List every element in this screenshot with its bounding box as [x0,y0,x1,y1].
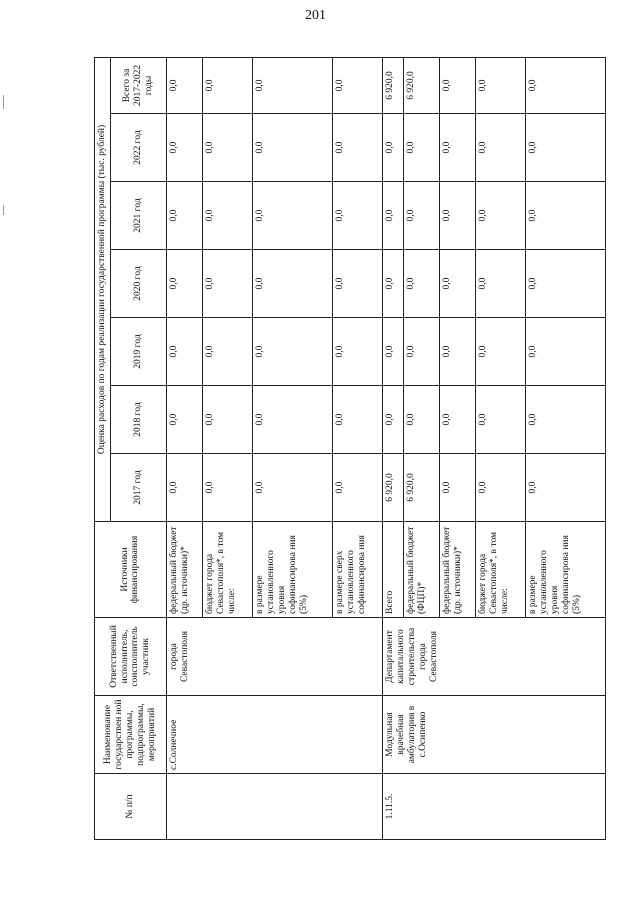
value-cell: 0,0 [440,57,476,113]
row-executor-cell [383,618,606,696]
value-cell: 0,0 [440,182,476,250]
value-cell: 0,0 [526,114,606,182]
value-cell: 0,0 [526,250,606,318]
value-cell: 0,0 [332,318,382,386]
row-source: федеральный бюджет (ФЦП)* [404,522,440,618]
header-year: 2019 год [110,318,166,386]
header-num: № п/п [95,774,167,840]
value-cell: 0,0 [526,386,606,454]
header-total: Всего за 2017-2022 годы [110,57,166,113]
value-cell: 0,0 [253,386,333,454]
row-executor: города Севастополя [166,618,382,696]
header-year: 2021 год [110,182,166,250]
header-name: Наименование государствен ной программы, подпрограммы, мероприятий [95,696,167,774]
row-num [166,774,382,840]
value-cell: 0,0 [166,57,202,113]
value-cell: 0,0 [526,454,606,522]
header-group: Оценка расходов по годам реализации государственной программы (тыс. рублей) [95,57,111,521]
value-cell: 0,0 [332,454,382,522]
value-cell: 0,0 [332,386,382,454]
value-cell: 0,0 [253,182,333,250]
value-cell: 0,0 [383,182,404,250]
value-cell: 0,0 [332,57,382,113]
header-year: 2022 год [110,114,166,182]
value-cell: 0,0 [440,386,476,454]
value-cell: 0,0 [202,57,252,113]
value-cell: 0,0 [383,318,404,386]
value-cell: 0,0 [202,250,252,318]
scan-margin-mark [3,205,4,215]
row-source: в размере установленного уровня софинансирова ния (5%) [526,522,606,618]
value-cell: 0,0 [404,250,440,318]
row-name: Модульная врачебная амбулатория в с.Осипенко [383,696,606,774]
value-cell: 0,0 [475,386,525,454]
table-row [383,57,404,839]
value-cell: 0,0 [332,182,382,250]
value-cell: 0,0 [475,318,525,386]
value-cell: 0,0 [404,386,440,454]
page-number: 201 [305,8,326,23]
value-cell: 0,0 [440,454,476,522]
value-cell: 0,0 [475,57,525,113]
rotated-table-wrapper [94,58,606,840]
budget-table [94,57,606,840]
value-cell: 0,0 [475,454,525,522]
value-cell: 0,0 [404,182,440,250]
value-cell: 0,0 [332,114,382,182]
value-cell: 0,0 [202,454,252,522]
value-cell: 0,0 [253,57,333,113]
value-cell: 0,0 [253,454,333,522]
value-cell: 0,0 [166,250,202,318]
value-cell: 0,0 [475,250,525,318]
value-cell: 0,0 [383,386,404,454]
value-cell: 0,0 [404,318,440,386]
value-cell: 0,0 [404,114,440,182]
value-cell: 0,0 [253,318,333,386]
value-cell: 0,0 [166,114,202,182]
value-cell: 0,0 [475,114,525,182]
value-cell: 0,0 [440,318,476,386]
row-source: бюджет города Севастополя*, в том числе: [202,522,252,618]
row-source: федеральный бюджет (др. источники)* [440,522,476,618]
row-source: федеральный бюджет (др. источники)* [166,522,202,618]
row-source: в размере установленного уровня софинансирова ния (5%) [253,522,333,618]
value-cell: 0,0 [166,454,202,522]
value-cell: 0,0 [383,114,404,182]
value-cell: 0,0 [526,318,606,386]
value-cell: 0,0 [526,182,606,250]
row-name: с.Солнечное [166,696,382,774]
value-cell: 0,0 [253,114,333,182]
header-year: 2020 год [110,250,166,318]
value-cell: 0,0 [166,318,202,386]
value-cell: 0,0 [202,386,252,454]
value-cell: 0,0 [383,250,404,318]
value-cell: 6 920,0 [383,57,404,113]
header-year: 2018 год [110,386,166,454]
value-cell: 0,0 [475,182,525,250]
value-cell: 6 920,0 [404,454,440,522]
value-cell: 0,0 [166,386,202,454]
header-executor: Ответственный исполнитель, соисполнитель участник [95,618,167,696]
value-cell: 0,0 [253,250,333,318]
row-executor: Департамент капитального строительства города Севастополя [385,627,439,686]
scan-margin-mark [3,95,4,109]
value-cell: 0,0 [526,57,606,113]
row-num: 1.11.5. [383,774,606,840]
value-cell: 0,0 [166,182,202,250]
row-source: Всего [383,522,404,618]
value-cell: 0,0 [202,114,252,182]
value-cell: 0,0 [332,250,382,318]
header-source: Источники финансирования [95,522,167,618]
value-cell: 6 920,0 [404,57,440,113]
value-cell: 0,0 [202,318,252,386]
table-row [166,57,202,839]
row-source: в размере сверх установленного софинансирова ния [332,522,382,618]
value-cell: 0,0 [440,250,476,318]
header-year: 2017 год [110,454,166,522]
value-cell: 6 920,0 [383,454,404,522]
value-cell: 0,0 [202,182,252,250]
value-cell: 0,0 [440,114,476,182]
row-source: бюджет города Севастополя*, в том числе: [475,522,525,618]
